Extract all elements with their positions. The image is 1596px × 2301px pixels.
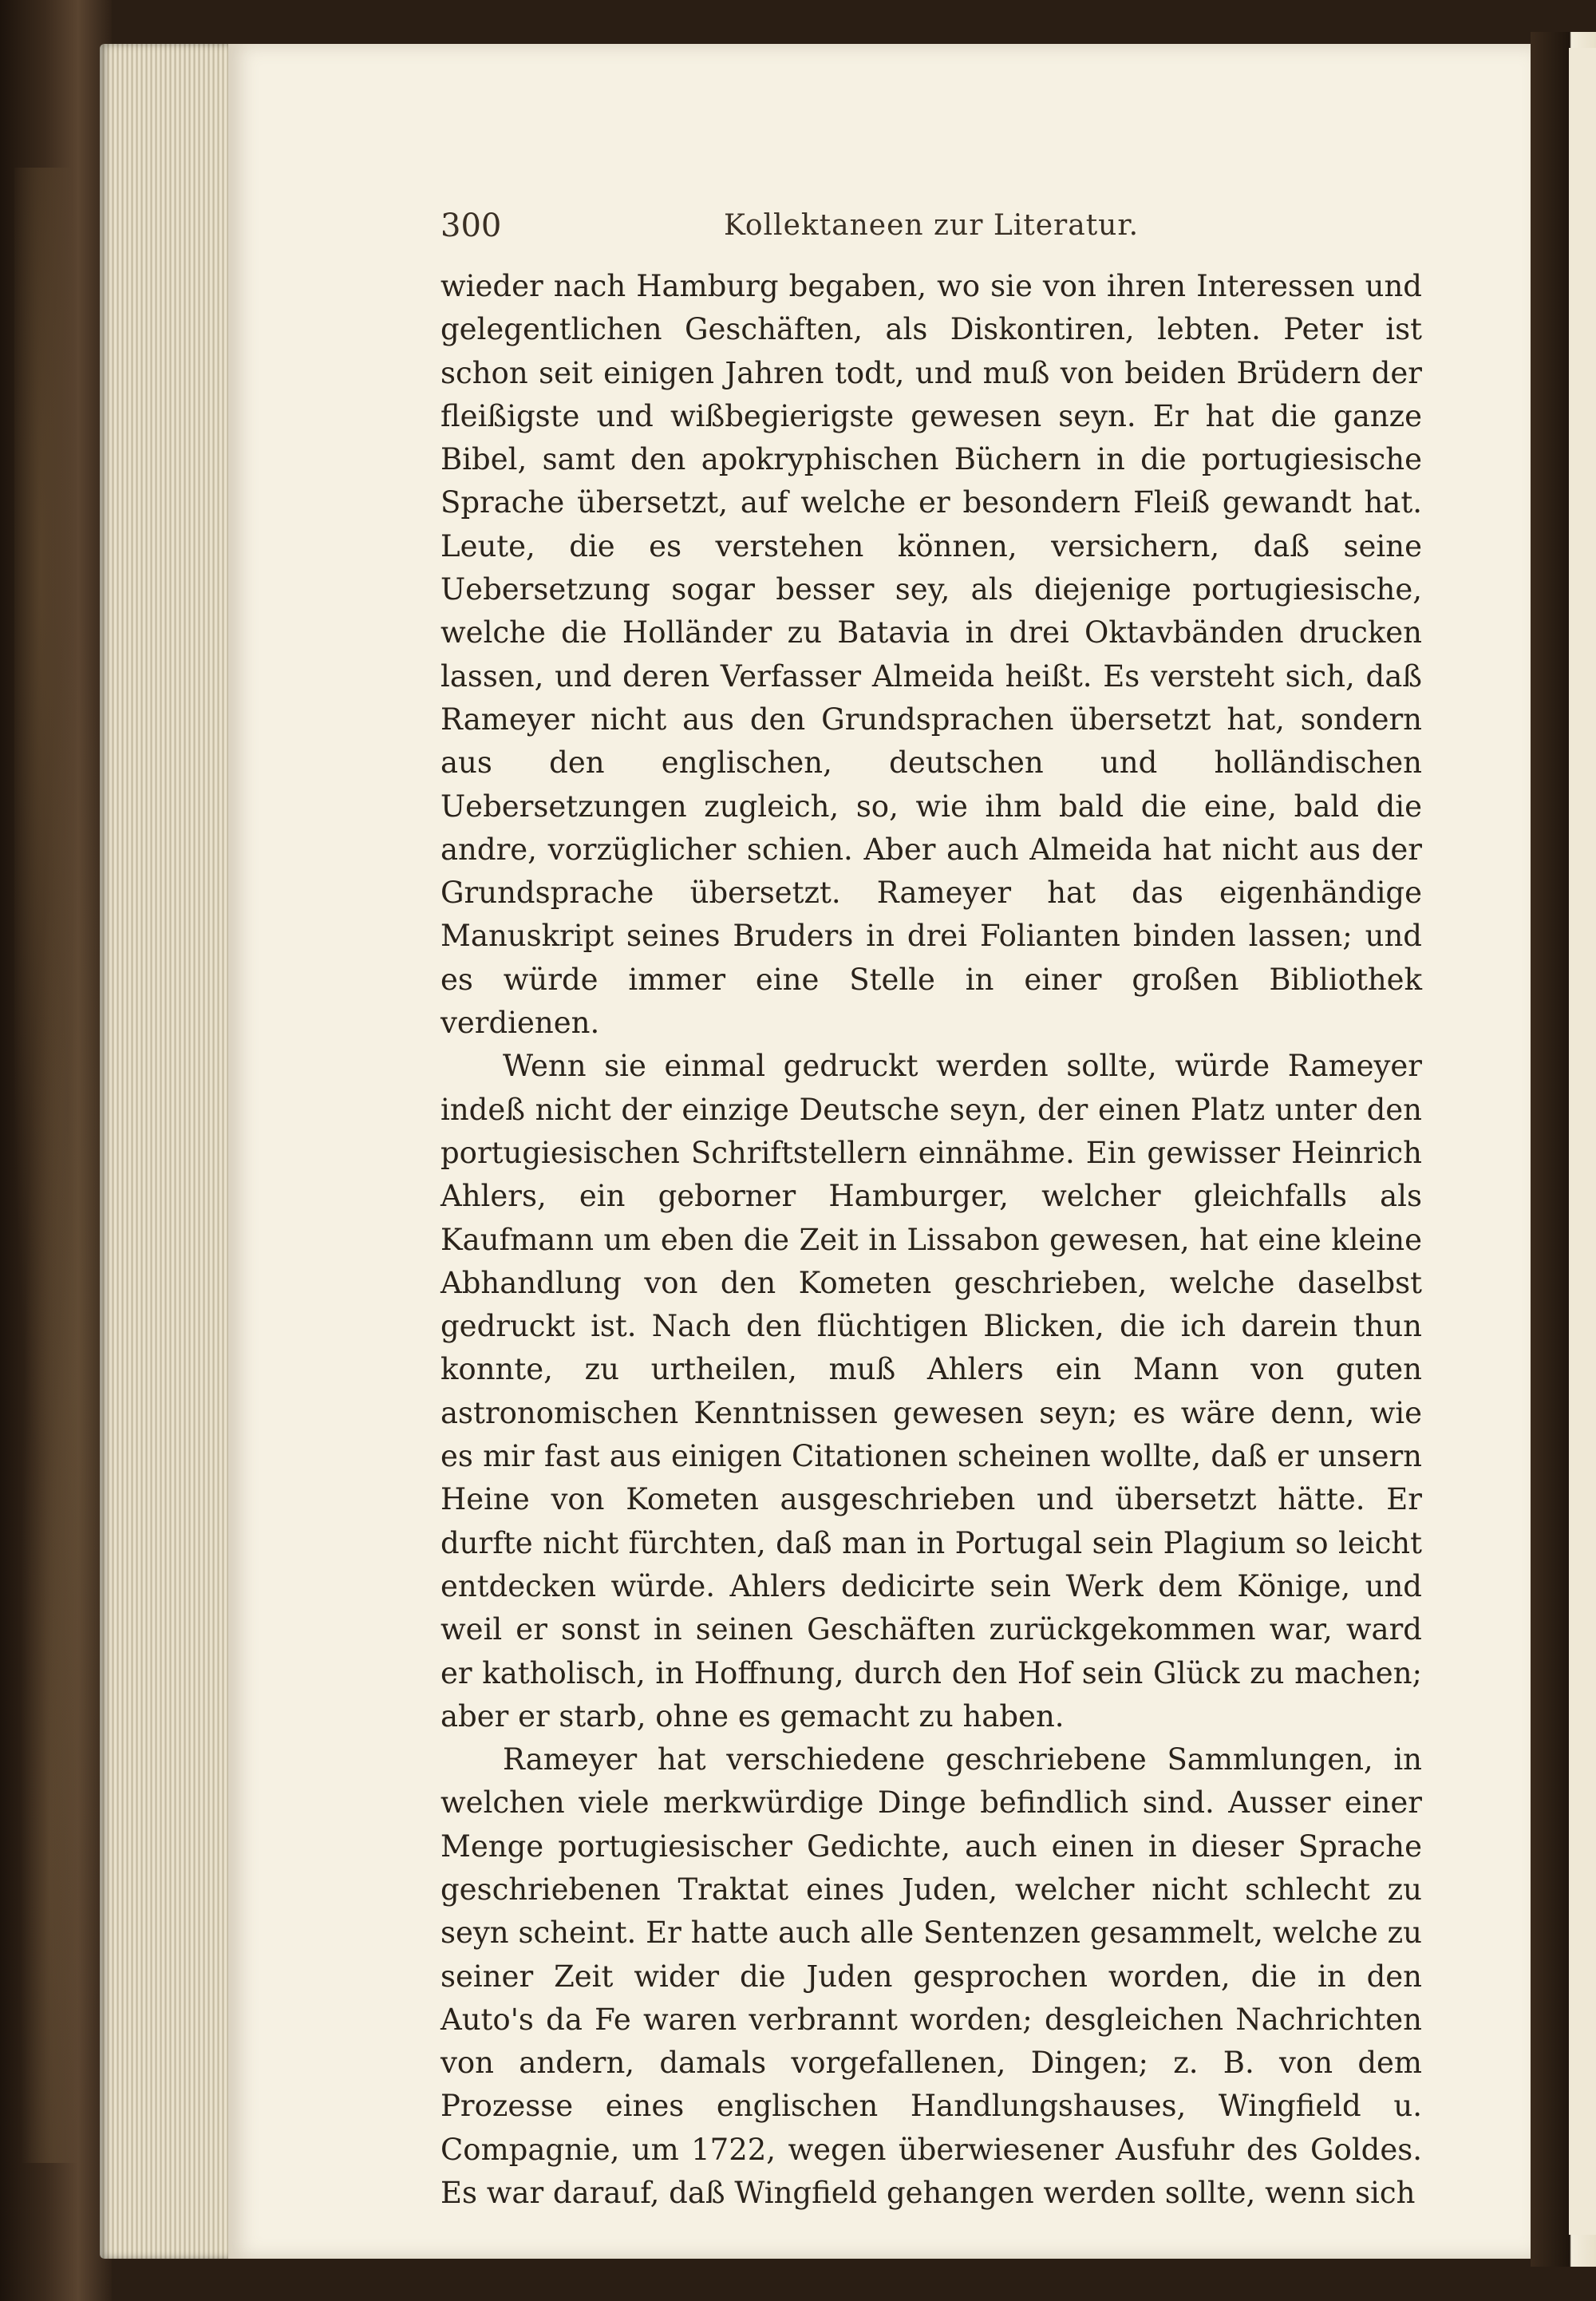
page-edges [100, 44, 231, 2259]
marbled-cover-texture [14, 168, 102, 2163]
paragraph-2: Wenn sie einmal gedruckt werden sollte, würde Rameyer indeß nicht der einzige Deutsche seyn, der einen Platz unter den portugiesischen Schriftstellern einnähme. Ein gewisser Heinrich Ahlers, ein geborner Hamburger, welcher gleichfalls als Kaufmann um eben die Zeit in Lissabon gewesen, hat eine kleine Abhandlung von den Kometen geschrieben, welche daselbst gedruckt ist. Nach den flüchtigen Blicken, die ich darein thun konnte, zu urtheilen, muß Ahlers ein Mann von guten astronomischen Kenntnissen gewesen seyn; es wäre denn, wie es mir fast aus einigen Citationen scheinen wollte, daß er unsern Heine von Kometen ausgeschrieben und übersetzt hätte. Er durfte nicht fürchten, daß man in Portugal sein Plagium so leicht entdecken würde. Ahlers dedicirte sein Werk dem Könige, und weil er sonst in seinen Geschäften zurückgekommen war, ward er katholisch, in Hoffnung, durch den Hof sein Glück zu machen; aber er starb, ohne es gemacht zu haben. [440, 1049, 1422, 1734]
body-text [440, 265, 1422, 2215]
page-header [440, 208, 1422, 263]
facing-page-edge [1569, 48, 1596, 2235]
running-head: Kollektaneen zur Literatur. [723, 209, 1140, 242]
paragraph-3: Rameyer hat verschiedene geschriebene Sammlungen, in welchen viele merkwürdige Dinge befindlich sind. Ausser einer Menge portugiesischer Gedichte, auch einen in dieser Sprache geschriebenen Traktat eines Juden, welcher nicht schlecht zu seyn scheint. Er hatte auch alle Sentenzen gesammelt, welche zu seiner Zeit wider die Juden gesprochen worden, die in den Auto's da Fe waren verbrannt worden; desgleichen Nachrichten von andern, damals vorgefallenen, Dingen; z. B. von dem Prozesse eines englischen Handlungshauses, Wingfield u. Compagnie, um 1722, wegen überwiesener Ausfuhr des Goldes. Es war darauf, daß Wingfield gehangen werden sollte, wenn sich [440, 1742, 1422, 2211]
page-number: 300 [440, 208, 502, 244]
paragraph-1: wieder nach Hamburg begaben, wo sie von ihren Interessen und gelegentlichen Geschäften, als Diskontiren, lebten. Peter ist schon seit einigen Jahren todt, und muß von beiden Brüdern der fleißigste und wißbegierigste gewesen seyn. Er hat die ganze Bibel, samt den apokryphischen Büchern in die portugiesische Sprache übersetzt, auf welche er besondern Fleiß gewandt hat. Leute, die es verstehen können, versichern, daß seine Uebersetzung sogar besser sey, als diejenige portugiesische, welche die Holländer zu Batavia in drei Oktavbänden drucken lassen, und deren Verfasser Almeida heißt. Es versteht sich, daß Rameyer nicht aus den Grundsprachen übersetzt hat, sondern aus den englischen, deutschen und holländischen Uebersetzungen zugleich, so, wie ihm bald die eine, bald die andre, vorzüglicher schien. Aber auch Almeida hat nicht aus der Grundsprache übersetzt. Rameyer hat das eigenhändige Manuskript seines Bruders in drei Folianten binden lassen; und es würde immer eine Stelle in einer großen Bibliothek verdienen. [440, 269, 1422, 1041]
